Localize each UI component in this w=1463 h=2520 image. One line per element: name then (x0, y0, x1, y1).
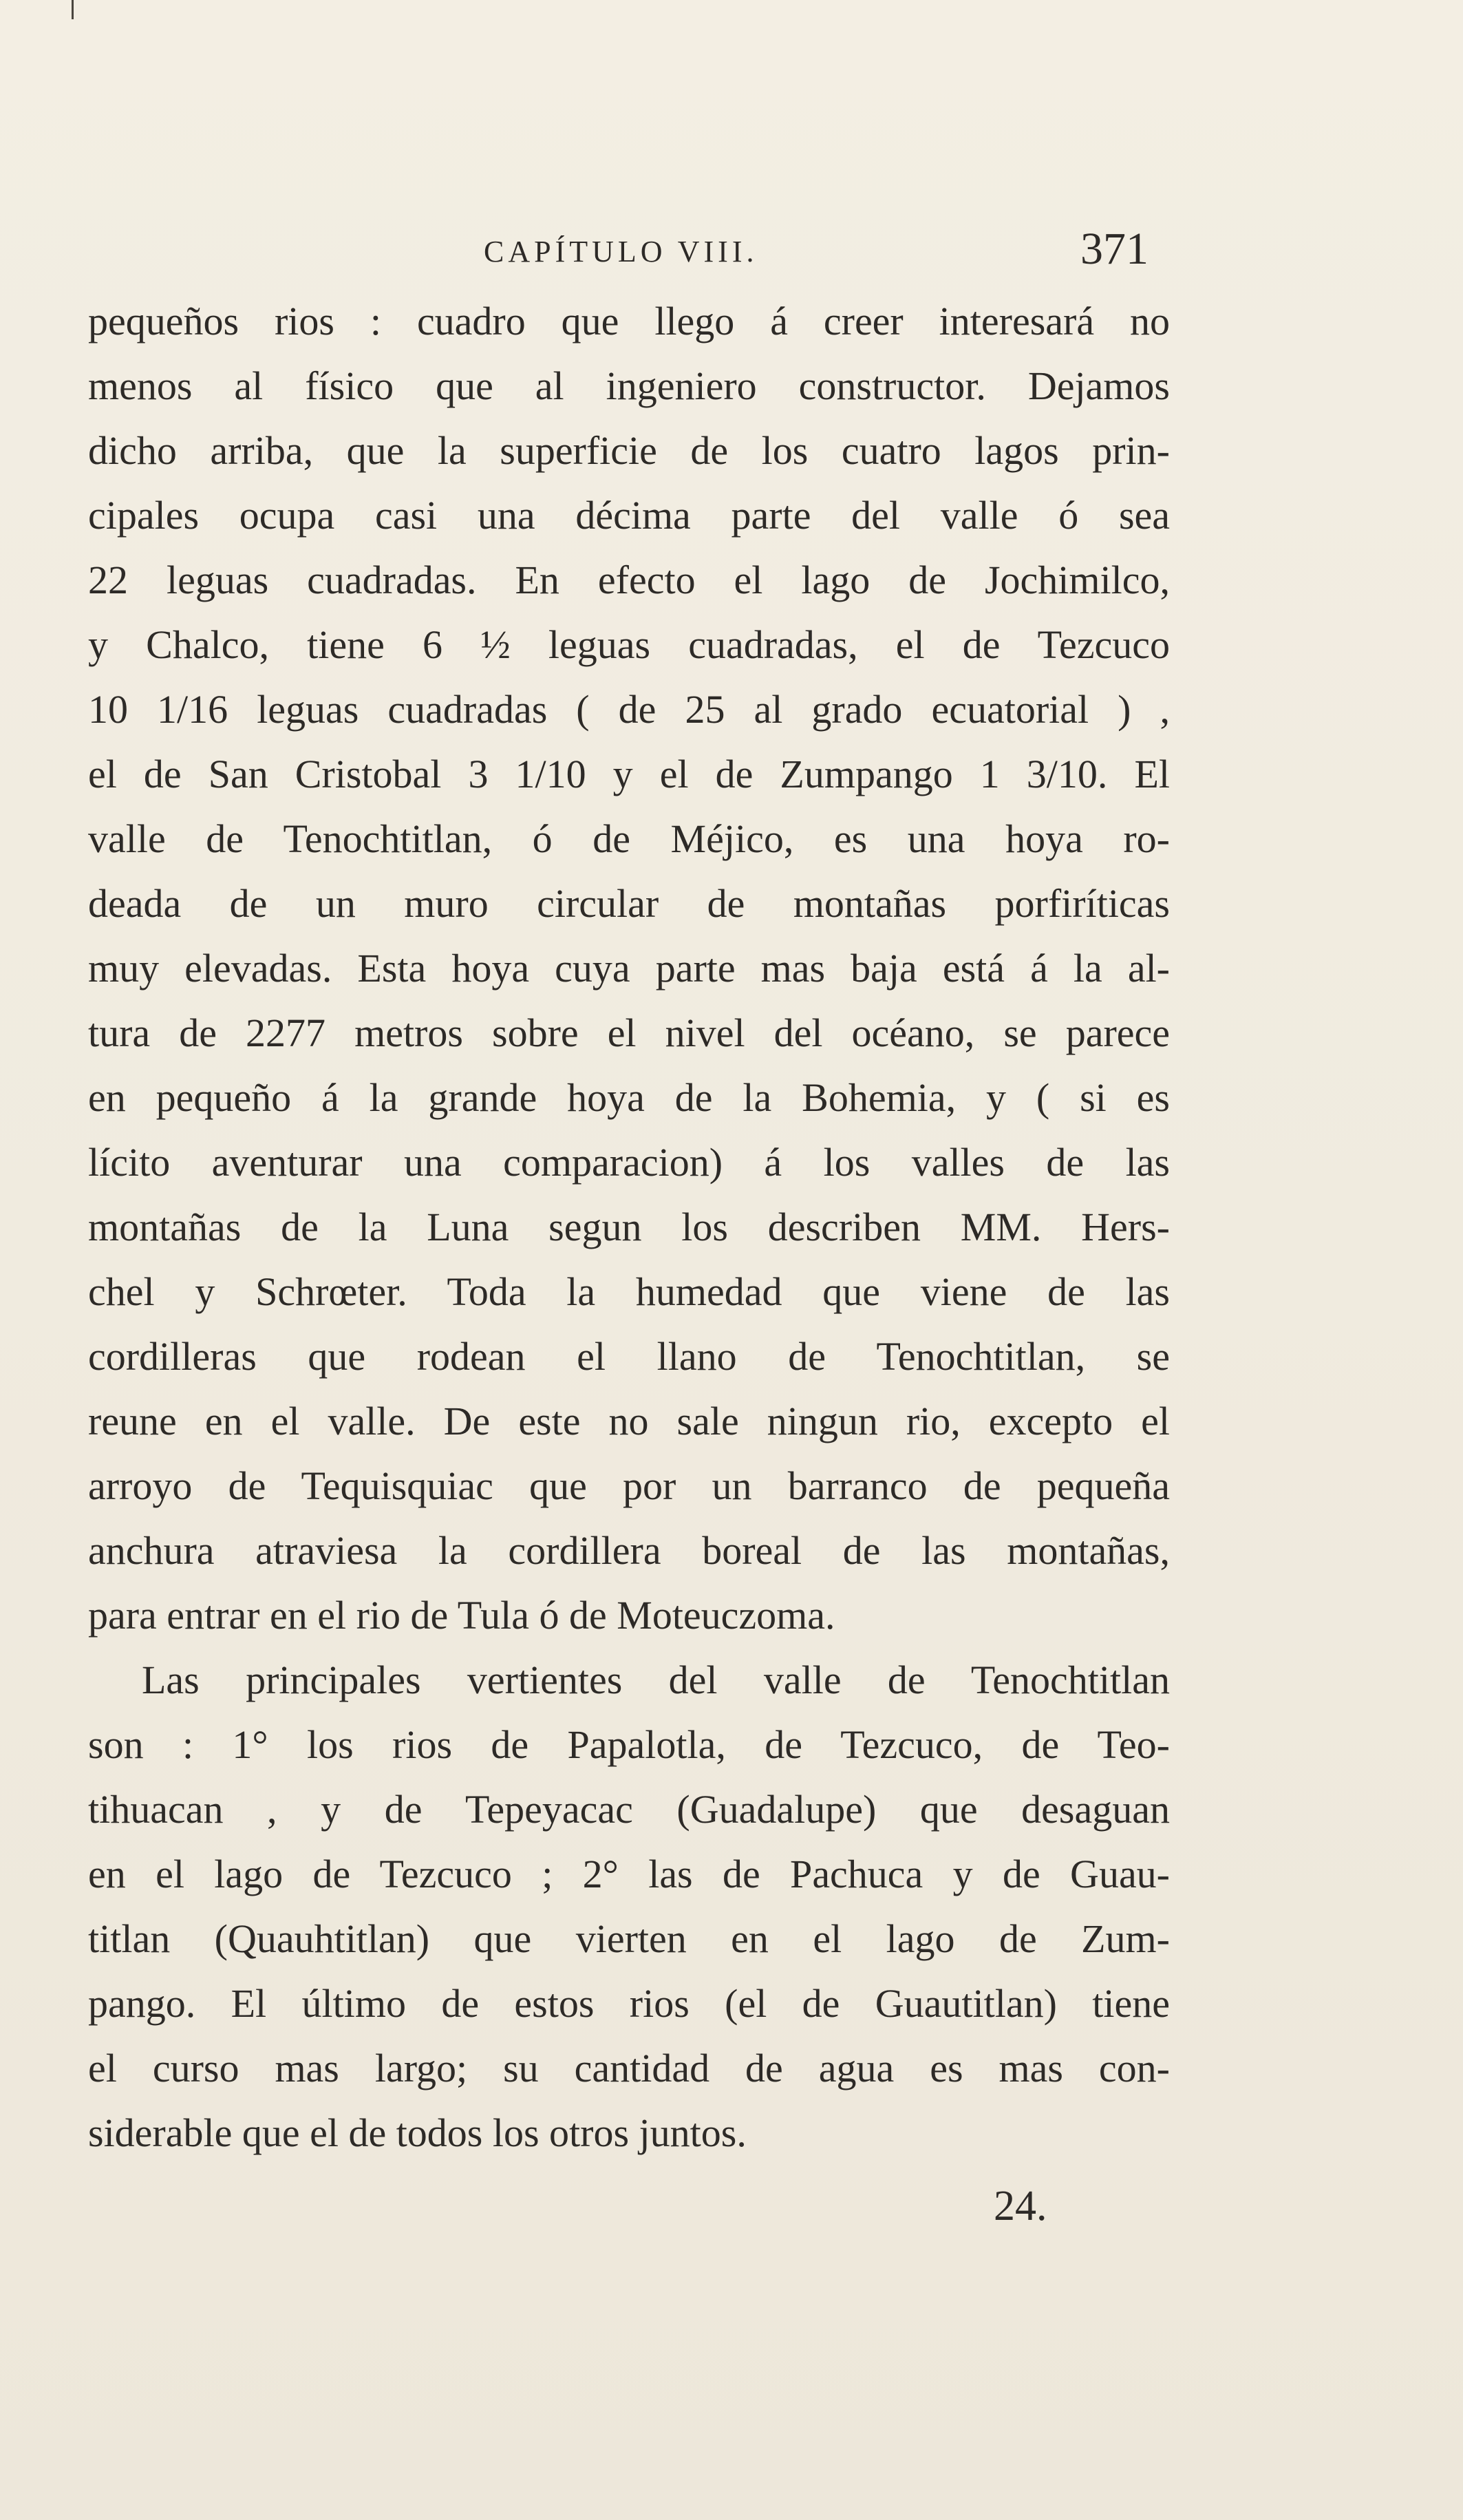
running-head: CAPÍTULO VIII. (484, 235, 758, 268)
text-line: Las principales vertientes del valle de Tenochtitlan (142, 1658, 1170, 1702)
text-line: para entrar en el rio de Tula ó de Moteuczoma. (88, 1593, 835, 1638)
text-line: cipales ocupa casi una décima parte del valle ó sea (88, 493, 1170, 538)
text-line: en el lago de Tezcuco ; 2° las de Pachuca y de Guau- (88, 1852, 1170, 1896)
text-line: dicho arriba, que la superficie de los cuatro lagos prin- (88, 428, 1170, 473)
page-header (0, 224, 1463, 282)
text-line: lícito aventurar una comparacion) á los valles de las (88, 1140, 1170, 1185)
text-line: 10 1/16 leguas cuadradas ( de 25 al grado ecuatorial ) , (88, 687, 1170, 732)
text-line: reune en el valle. De este no sale ningun rio, excepto el (88, 1399, 1170, 1443)
text-line: montañas de la Luna segun los describen MM. Hers- (88, 1205, 1170, 1249)
text-line: chel y Schrœter. Toda la humedad que viene de las (88, 1269, 1170, 1314)
text-line: anchura atraviesa la cordillera boreal de las montañas, (88, 1528, 1170, 1573)
text-line: valle de Tenochtitlan, ó de Méjico, es una hoya ro- (88, 816, 1170, 861)
text-line: cordilleras que rodean el llano de Tenochtitlan, se (88, 1334, 1170, 1379)
text-line: el de San Cristobal 3 1/10 y el de Zumpango 1 3/10. El (88, 752, 1170, 796)
text-line: y Chalco, tiene 6 ½ leguas cuadradas, el de Tezcuco (88, 622, 1170, 667)
text-line: deada de un muro circular de montañas porfiríticas (88, 881, 1170, 926)
text-line: son : 1° los rios de Papalotla, de Tezcuco, de Teo- (88, 1722, 1170, 1767)
text-line: menos al físico que al ingeniero constructor. Dejamos (88, 363, 1170, 408)
text-line: arroyo de Tequisquiac que por un barranco de pequeña (88, 1463, 1170, 1508)
text-line: pango. El último de estos rios (el de Guautitlan) tiene (88, 1981, 1170, 2026)
text-line: tura de 2277 metros sobre el nivel del océano, se parece (88, 1010, 1170, 1055)
body-text (88, 289, 1170, 2166)
page-number: 371 (1080, 224, 1149, 274)
signature-mark: 24. (994, 2183, 1047, 2230)
text-line: en pequeño á la grande hoya de la Bohemia, y ( si es (88, 1075, 1170, 1120)
page-edge-mark (72, 0, 74, 19)
text-line: 22 leguas cuadradas. En efecto el lago de Jochimilco, (88, 558, 1170, 602)
text-line: titlan (Quauhtitlan) que vierten en el lago de Zum- (88, 1916, 1170, 1961)
text-line: tihuacan , y de Tepeyacac (Guadalupe) que desaguan (88, 1787, 1170, 1832)
text-line: el curso mas largo; su cantidad de agua es mas con- (88, 2046, 1170, 2090)
text-line: pequeños rios : cuadro que llego á creer interesará no (88, 299, 1170, 343)
text-line: muy elevadas. Esta hoya cuya parte mas baja está á la al- (88, 946, 1170, 991)
text-line: siderable que el de todos los otros juntos. (88, 2110, 747, 2155)
